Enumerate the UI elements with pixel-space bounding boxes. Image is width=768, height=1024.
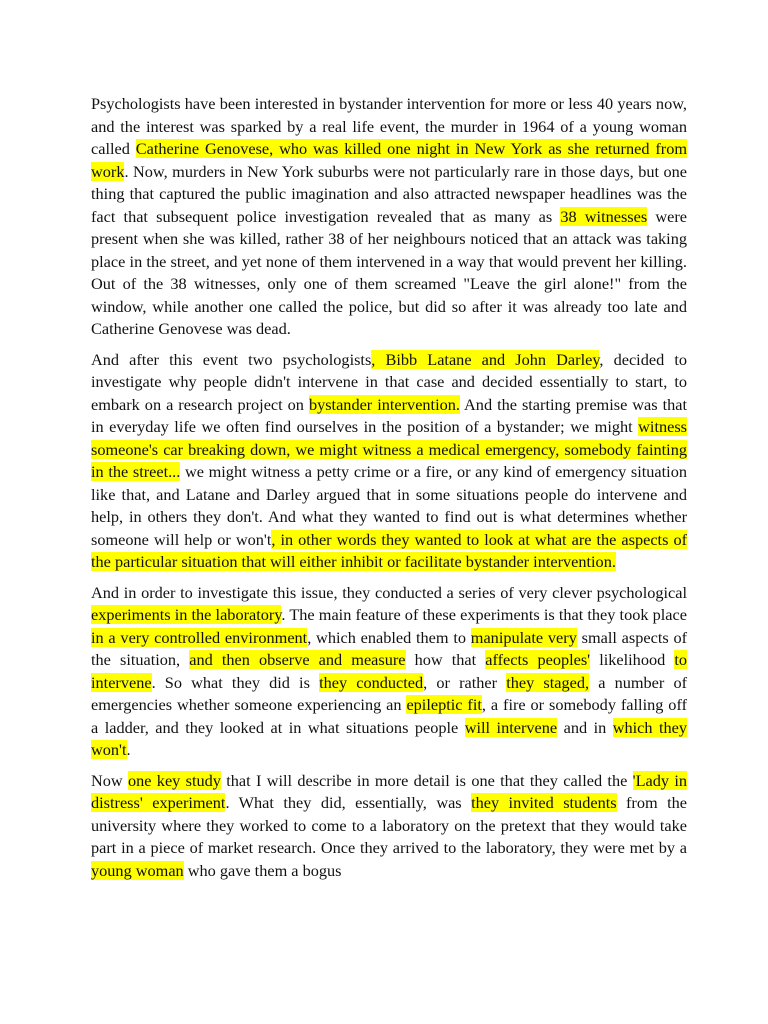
highlighted-text: which they won't: [91, 717, 688, 759]
highlighted-text: affects peoples': [485, 650, 591, 669]
highlighted-text: Catherine Genovese, who was killed one night in New York as she returned from work: [91, 139, 688, 181]
paragraph-3: [91, 582, 687, 762]
body-text: Now: [91, 770, 128, 790]
highlighted-text: bystander intervention.: [308, 394, 460, 414]
body-text: how that: [405, 650, 486, 669]
paragraph-4: [91, 770, 687, 883]
highlighted-text: will intervene: [464, 717, 558, 737]
body-text: Psychologists have been interested in bystander intervention for more or less 40 years now, and the interest was sparked by a real life event, the murder in 1964 of a young woman called: [91, 94, 687, 158]
body-text: , which enabled them to: [307, 627, 471, 647]
body-text: from the university where they worked to come to a laboratory on the pretext that they would take part in a piece of market research. Once they arrived to the laboratory, they were met by a: [91, 793, 687, 857]
body-text: likelihood: [590, 650, 675, 669]
body-text: And after this event two psychologists: [91, 349, 372, 369]
paragraph-1: [91, 93, 687, 341]
body-text: . So what they did is: [151, 672, 320, 692]
body-text: , decided to investigate why people didn't intervene in that case and decided essentially to start, to embark on a research project on: [91, 349, 687, 414]
body-text: small aspects of the situation,: [91, 627, 688, 669]
highlighted-text: they invited students: [471, 793, 617, 812]
highlighted-text: one key study: [127, 770, 221, 790]
highlighted-text: in a very controlled environment: [91, 627, 308, 647]
highlighted-text: epileptic fit: [406, 695, 482, 714]
highlighted-text: they staged,: [506, 672, 590, 692]
body-text: who gave them a bogus: [183, 860, 342, 880]
body-text: we might witness a petty crime or a fire, or any kind of emergency situation like that, and Latane and Darley argued that in some situations people do intervene and help, in others they don't. And what they wanted to find out is what determines whether someone will help or won't: [91, 462, 687, 549]
paragraph-2: [91, 349, 687, 574]
highlighted-text: , Bibb Latane and John Darley: [371, 349, 600, 369]
highlighted-text: , in other words they wanted to look at what are the aspects of the particular situation that will either inhibit or facilitate bystander intervention.: [91, 529, 688, 571]
body-text: , a fire or somebody falling off a ladder, and they looked at in what situations people: [91, 695, 687, 737]
body-text: were present when she was killed, rather 38 of her neighbours noticed that an attack was taking place in the street, and yet none of them intervened in a way that would prevent her killing. Out of the 38 witnesses, only one of them screamed "Leave the girl alone!" from the window, while another one called the police, but did so after it was already too late and Catherine Genovese was dead.: [91, 206, 687, 338]
body-text: . Now, murders in New York suburbs were not particularly rare in those days, but one thing that captured the public imagination and also attracted newspaper headlines was the fact that subsequent police investigation revealed that as many as: [91, 161, 687, 226]
body-text: And the starting premise was that in everyday life we often find ourselves in the position of a bystander; we might: [91, 394, 688, 436]
highlighted-text: they conducted: [319, 672, 424, 692]
body-text: and in: [557, 717, 613, 737]
highlighted-text: witness someone's car breaking down, we might witness a medical emergency, somebody fainting in the street...: [91, 417, 687, 481]
highlighted-text: manipulate very: [470, 627, 577, 647]
highlighted-text: experiments in the laboratory: [91, 605, 282, 624]
highlighted-text: and then observe and measure: [189, 650, 406, 669]
body-text: .: [126, 740, 131, 759]
body-text: . What they did, essentially, was: [225, 793, 472, 812]
document-page: [91, 93, 687, 890]
highlighted-text: young woman: [91, 860, 184, 880]
body-text: a number of emergencies whether someone experiencing an: [91, 672, 688, 714]
body-text: . The main feature of these experiments is that they took place: [281, 605, 687, 624]
body-text: And in order to investigate this issue, they conducted a series of very clever psychological: [91, 582, 687, 602]
body-text: that I will describe in more detail is one that they called the: [220, 770, 633, 790]
highlighted-text: 38 witnesses: [560, 206, 648, 226]
highlighted-text: to intervene: [91, 650, 688, 692]
body-text: , or rather: [423, 672, 507, 692]
highlighted-text: 'Lady in distress' experiment: [91, 770, 688, 812]
